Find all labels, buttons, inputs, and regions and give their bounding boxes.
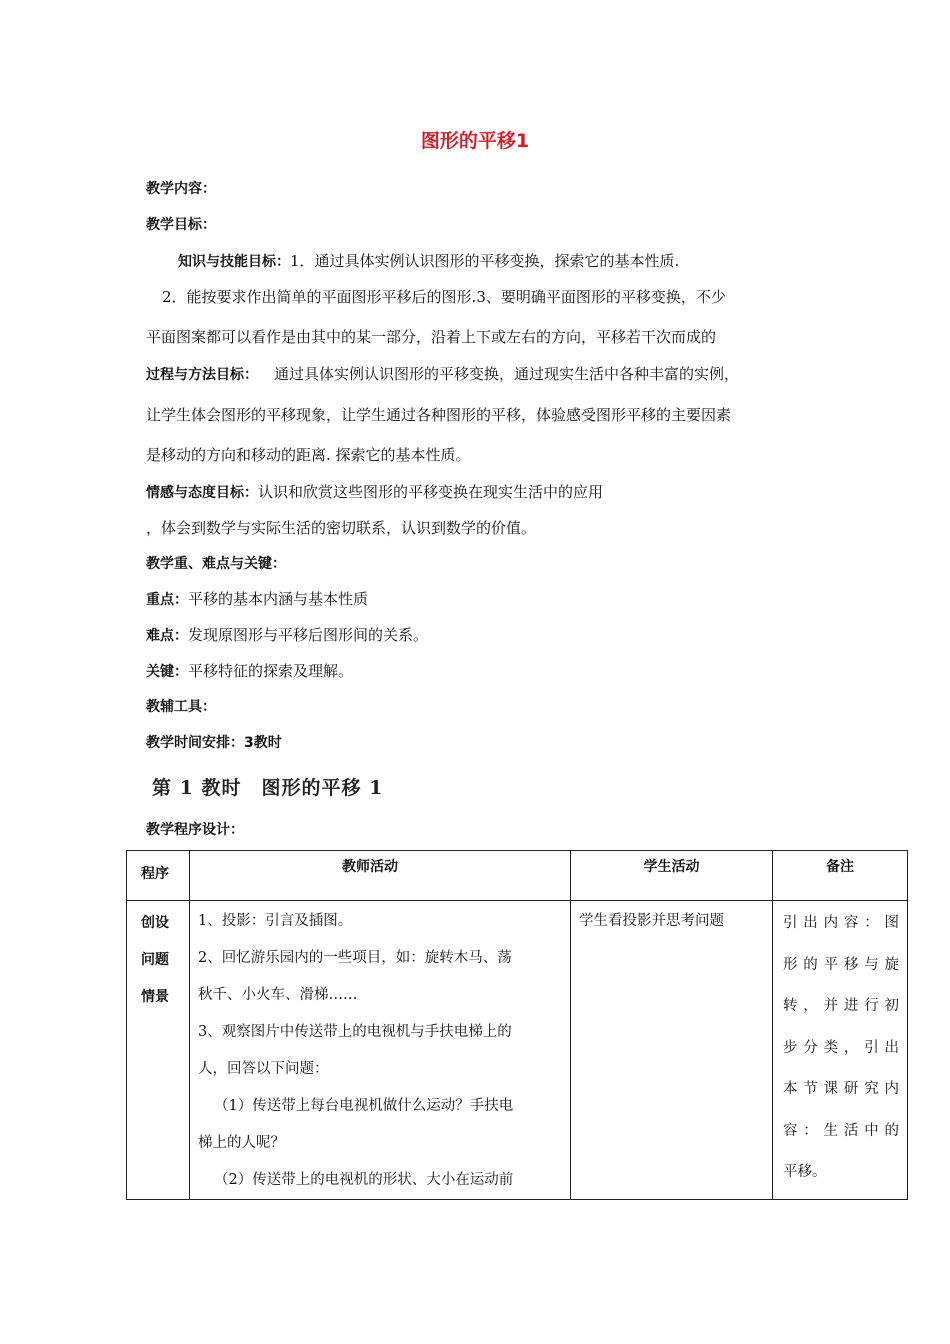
stage-cell	[127, 901, 190, 1200]
process-goal-text1: 通过具体实例认识图形的平移变换，通过现实生活中各种丰富的实例，	[274, 365, 740, 383]
header-stage: 程序	[127, 851, 190, 901]
program-table	[126, 850, 908, 1200]
stage-line: 情景	[141, 989, 169, 1005]
process-goal-line1	[146, 363, 739, 384]
note-line: 引出内容：图	[783, 915, 899, 931]
key-line	[146, 660, 353, 681]
emotion-goal-text1: 认识和欣赏这些图形的平移变换在现实生活中的应用	[258, 483, 604, 501]
emotion-goal-label: 情感与态度目标：	[146, 485, 258, 501]
stage-line: 问题	[141, 952, 169, 968]
teacher-line: （1）传送带上每台电视机做什么运动？手扶电	[214, 1098, 514, 1114]
table-header-row	[127, 851, 908, 901]
emotion-goal-line1	[146, 481, 603, 502]
note-line: 平移。	[783, 1164, 827, 1180]
process-goal-label: 过程与方法目标：	[146, 367, 258, 383]
teacher-line: （2）传送带上的电视机的形状、大小在运动前	[214, 1172, 514, 1188]
content-label: 教学内容：	[146, 181, 216, 197]
teacher-line: 秋千、小火车、滑梯……	[198, 987, 358, 1003]
student-activity: 学生看投影并思考问题	[579, 913, 724, 929]
focus-line	[146, 588, 368, 609]
difficulty-line	[146, 624, 428, 645]
knowledge-goal-line1	[178, 250, 679, 271]
document-title: 图形的平移1	[420, 130, 530, 152]
process-goal-line2: 让学生体会图形的平移现象，让学生通过各种图形的平移，体验感受图形平移的主要因素	[146, 406, 732, 424]
note-line: 容：生活中的	[783, 1122, 899, 1139]
teacher-line: 1、投影：引言及插图。	[198, 913, 353, 929]
teacher-line: 人，回答以下问题：	[198, 1061, 329, 1077]
focus-label: 重点：	[146, 592, 188, 608]
key-text: 平移特征的探索及理解。	[188, 662, 354, 680]
note-cell	[773, 901, 908, 1200]
process-goal-line3: 是移动的方向和移动的距离. 探索它的基本性质。	[146, 446, 471, 464]
emotion-goal-line2: ，体会到数学与实际生活的密切联系，认识到数学的价值。	[146, 519, 537, 537]
knowledge-goal-line2: 2．能按要求作出简单的平面图形平移后的图形.3、要明确平面图形的平移变换，不少	[162, 288, 726, 306]
note-line: 本节课研究内	[783, 1081, 899, 1097]
lesson-heading: 第 1 教时 图形的平移 1	[152, 777, 384, 799]
student-activity-cell	[571, 901, 773, 1200]
knowledge-goal-label: 知识与技能目标：	[178, 254, 290, 270]
schedule: 教学时间安排：3教时	[146, 735, 282, 751]
table-row	[127, 901, 908, 1200]
difficulty-label: 难点：	[146, 628, 188, 644]
difficulty-text: 发现原图形与平移后图形间的关系。	[188, 626, 429, 644]
note-line: 转，并进行初	[783, 998, 899, 1014]
stage-line: 创设	[141, 915, 169, 931]
header-note: 备注	[773, 851, 908, 901]
knowledge-goal-line3: 平面图案都可以看作是由其中的某一部分，沿着上下或左右的方向，平移若干次而成的	[146, 328, 717, 346]
goals-label: 教学目标：	[146, 217, 216, 233]
teacher-line: 3、观察图片中传送带上的电视机与手扶电梯上的	[198, 1024, 512, 1040]
focus-text: 平移的基本内涵与基本性质	[188, 590, 369, 608]
header-teacher: 教师活动	[190, 851, 571, 901]
key-label: 关键：	[146, 664, 188, 680]
teacher-line: 2、回忆游乐园内的一些项目，如：旋转木马、荡	[198, 950, 512, 966]
teacher-activity-cell	[190, 901, 571, 1200]
design-label: 教学程序设计：	[146, 822, 244, 838]
note-line: 形的平移与旋	[783, 956, 899, 973]
tools-label: 教辅工具：	[146, 699, 216, 715]
teacher-line: 梯上的人呢？	[198, 1135, 285, 1151]
knowledge-goal-text1: 1．通过具体实例认识图形的平移变换，探索它的基本性质.	[290, 252, 680, 270]
keypoints-label: 教学重、难点与关键：	[146, 556, 286, 572]
note-line: 步分类，引出	[783, 1039, 899, 1056]
header-student: 学生活动	[571, 851, 773, 901]
